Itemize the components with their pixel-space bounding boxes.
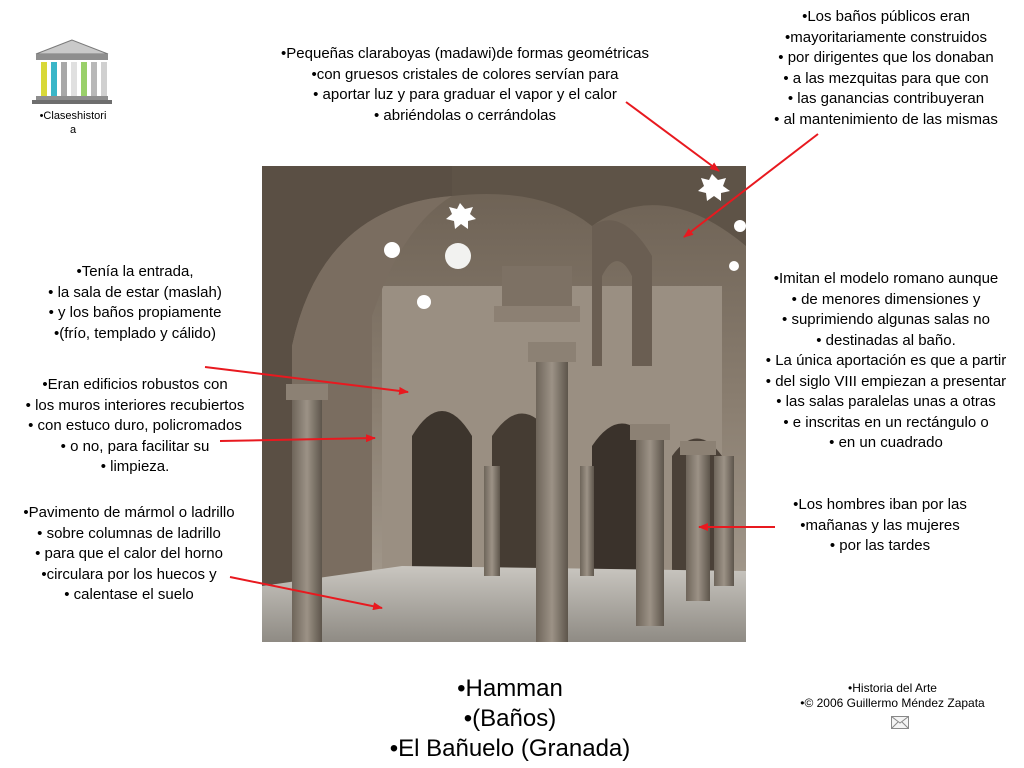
- arrow-skylights: [626, 102, 719, 171]
- arrow-public-baths: [684, 134, 818, 237]
- note-line: • por dirigentes que los donaban: [778, 49, 994, 66]
- note-line: •Los hombres iban por las: [793, 496, 967, 513]
- arrow-walls: [220, 438, 375, 441]
- note-line: • las ganancias contribuyeran: [787, 90, 985, 107]
- title-line: •Hamman: [457, 675, 563, 702]
- title-line: •El Bañuelo (Granada): [389, 735, 631, 762]
- note-line: • los muros interiores recubiertos: [25, 396, 245, 414]
- footer-line: •© 2006 Guillermo Méndez Zapata: [800, 696, 985, 710]
- logo-caption-line: •Claseshistori: [39, 110, 107, 122]
- title-line: •(Baños): [463, 705, 557, 732]
- note-line: • de menores dimensiones y: [791, 290, 981, 308]
- note-line: • la sala de estar (maslah): [48, 283, 222, 301]
- note-line: • e inscritas en un rectángulo o: [783, 413, 989, 431]
- note-line: • calentase el suelo: [64, 586, 194, 603]
- note-line: • sobre columnas de ladrillo: [37, 524, 221, 542]
- note-line: • a las mezquitas para que con: [783, 69, 989, 87]
- note-line: • o no, para facilitar su: [60, 437, 210, 455]
- note-line: •mayoritariamente construidos: [784, 28, 987, 46]
- envelope-icon: [891, 716, 909, 729]
- note-line: •(frío, templado y cálido): [54, 324, 216, 342]
- note-line: •Pavimento de mármol o ladrillo: [23, 504, 235, 521]
- note-line: • La única aportación es que a partir: [765, 352, 1007, 369]
- note-line: •Eran edificios robustos con: [42, 376, 228, 393]
- note-line: •Tenía la entrada,: [76, 263, 194, 280]
- note-line: •con gruesos cristales de colores servían para: [311, 65, 619, 83]
- note-line: • con estuco duro, policromados: [28, 417, 242, 434]
- note-line: • limpieza.: [100, 458, 170, 475]
- note-line: • y los baños propiamente: [48, 304, 222, 321]
- arrow-rooms: [205, 367, 408, 392]
- note-line: • destinadas al baño.: [816, 331, 956, 349]
- note-line: • por las tardes: [829, 537, 931, 554]
- note-line: • abriéndolas o cerrándolas: [373, 106, 557, 124]
- note-line: • para que el calor del horno: [35, 545, 223, 562]
- note-line: • al mantenimiento de las mismas: [774, 110, 998, 128]
- note-line: •mañanas y las mujeres: [800, 516, 960, 534]
- note-line: •circulara por los huecos y: [41, 565, 217, 583]
- footer-line: •Historia del Arte: [848, 681, 937, 695]
- note-line: • las salas paralelas unas a otras: [776, 393, 996, 410]
- note-line: •Imitan el modelo romano aunque: [773, 270, 999, 287]
- logo-caption-line: a: [69, 124, 77, 136]
- note-line: • en un cuadrado: [829, 434, 943, 451]
- arrow-floor: [230, 577, 382, 608]
- note-line: • aportar luz y para graduar el vapor y el calor: [313, 86, 617, 103]
- footer-credits: [770, 681, 1015, 711]
- note-line: •Los baños públicos eran: [802, 8, 970, 25]
- slide-title: [340, 674, 680, 764]
- note-line: • suprimiendo algunas salas no: [782, 311, 990, 328]
- mail-link[interactable]: [891, 716, 909, 734]
- note-line: • del siglo VIII empiezan a presentar: [765, 372, 1007, 390]
- note-line: •Pequeñas claraboyas (madawi)de formas geométricas: [281, 45, 649, 62]
